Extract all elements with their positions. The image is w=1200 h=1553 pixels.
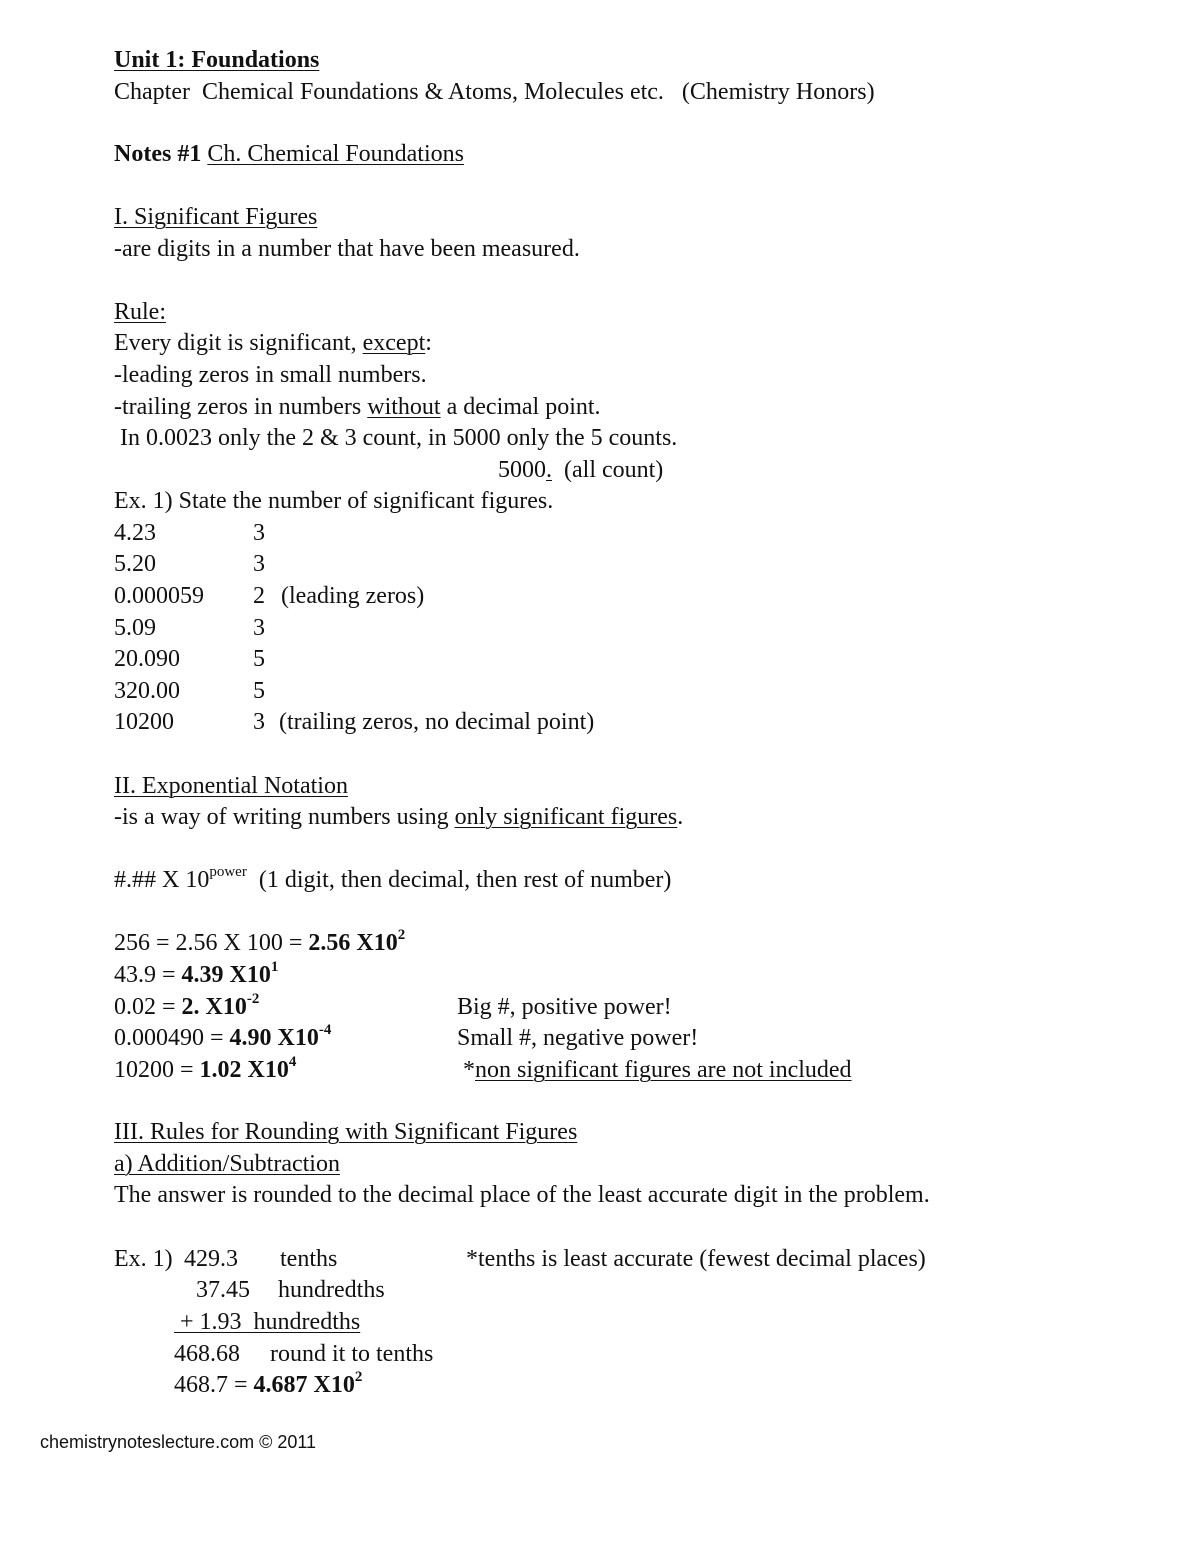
example-number: 0.000059 xyxy=(114,583,204,609)
example-count: 3 xyxy=(253,520,265,546)
example-count: 5 xyxy=(253,678,265,704)
exponent-example: 256 = 2.56 X 100 = 2.56 $X10^2$ xyxy=(114,927,406,956)
example-count: 3 xyxy=(253,709,265,735)
rule-line: Every digit is significant, except: xyxy=(114,330,432,356)
notes-title: Ch. Chemical Foundations xyxy=(207,141,464,167)
exponent-example: 0.02 = 2. $X10^{-2}$ xyxy=(114,991,260,1020)
example-number: 4.23 xyxy=(114,520,156,546)
notes-heading xyxy=(114,139,464,169)
example-count: 5 xyxy=(253,646,265,672)
example-number: 10200 xyxy=(114,709,174,735)
rule-heading: Rule: xyxy=(114,299,166,325)
rounding-rule: The answer is rounded to the decimal place of the least accurate digit in the problem. xyxy=(114,1182,930,1208)
example-number: 5.09 xyxy=(114,615,156,641)
sum-final: 468.7 = 4.687 $X10^2$ xyxy=(174,1369,363,1398)
example-number: 320.00 xyxy=(114,678,180,704)
exponent-note: Big #, positive power! xyxy=(457,994,672,1020)
sum-label: round it to tenths xyxy=(270,1341,434,1367)
footer-credit: chemistrynoteslecture.com © 2011 xyxy=(40,1432,317,1452)
exponent-example: 0.000490 = 4.90 $X10^{-4}$ xyxy=(114,1022,332,1051)
exponential-definition: -is a way of writing numbers using only significant figures. xyxy=(114,804,684,830)
exponent-example: 10200 = 1.02 $X10^4$ xyxy=(114,1054,297,1083)
sum-line xyxy=(174,1307,360,1337)
example-count: 3 xyxy=(253,551,265,577)
example-prompt: Ex. 1) State the number of significant figures. xyxy=(114,488,554,514)
all-count-example: 5000. (all count) xyxy=(498,457,664,483)
exponent-note: *non significant figures are not included xyxy=(457,1057,852,1083)
sum-value: 429.3 xyxy=(184,1246,238,1272)
rule-example: In 0.0023 only the 2 & 3 count, in 5000 only the 5 counts. xyxy=(114,425,678,451)
addition-subtraction-heading: a) Addition/Subtraction xyxy=(114,1151,340,1177)
sum-label: tenths xyxy=(280,1246,338,1272)
unit-title: Unit 1: Foundations xyxy=(114,47,320,73)
sum-value: 468.68 xyxy=(174,1341,240,1367)
notation-format: #.## X $10^{power}$ (1 digit, then decimal, then rest of number) xyxy=(114,864,672,893)
example-count: 2 xyxy=(253,583,265,609)
section-1-heading: I. Significant Figures xyxy=(114,204,318,230)
sum-label: hundredths xyxy=(278,1277,385,1303)
example-number: 5.20 xyxy=(114,551,156,577)
notes-label: Notes #1 xyxy=(114,141,208,167)
section-3-heading: III. Rules for Rounding with Significant Figures xyxy=(114,1119,578,1145)
section-2-heading: II. Exponential Notation xyxy=(114,773,348,799)
sum-label: hundredths xyxy=(247,1309,361,1335)
sigfig-definition: -are digits in a number that have been measured. xyxy=(114,236,580,262)
sum-value: 37.45 xyxy=(196,1277,250,1303)
exponent-note: Small #, negative power! xyxy=(457,1025,699,1051)
example-note: (leading zeros) xyxy=(281,583,425,609)
example-number: 20.090 xyxy=(114,646,180,672)
example-label: Ex. 1) xyxy=(114,1246,173,1272)
trailing-zeros-rule: -trailing zeros in numbers without a decimal point. xyxy=(114,394,601,420)
sum-note: *tenths is least accurate (fewest decimal places) xyxy=(466,1246,926,1272)
sum-value: + 1.93 xyxy=(174,1309,248,1335)
exponent-example: 43.9 = 4.39 $X10^1$ xyxy=(114,959,279,988)
chapter-line: Chapter Chemical Foundations & Atoms, Molecules etc. (Chemistry Honors) xyxy=(114,79,875,105)
example-note: (trailing zeros, no decimal point) xyxy=(273,709,595,735)
leading-zeros-rule: -leading zeros in small numbers. xyxy=(114,362,427,388)
example-count: 3 xyxy=(253,615,265,641)
